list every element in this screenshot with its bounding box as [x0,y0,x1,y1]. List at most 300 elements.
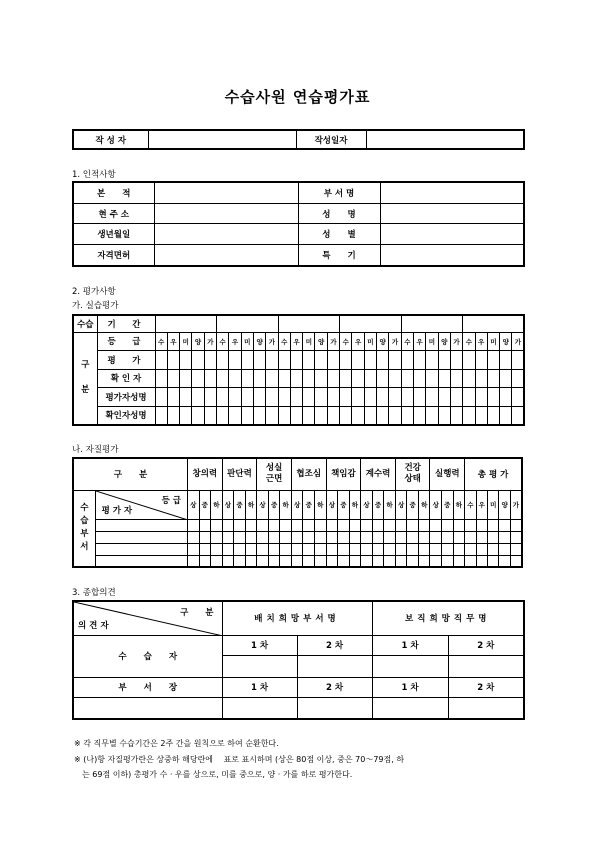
quality-cell[interactable] [407,555,419,567]
grade-header-cell: 미 [180,332,192,351]
practice-cell[interactable] [438,351,450,370]
quality-cell[interactable] [211,519,223,531]
quality-cell[interactable] [476,531,487,543]
quality-cell[interactable] [280,555,292,567]
practice-cell[interactable] [167,369,179,388]
quality-cell[interactable] [384,531,396,543]
practice-cell[interactable] [192,369,204,388]
practice-cell[interactable] [475,351,487,370]
practice-cell[interactable] [253,388,265,407]
field-domicile[interactable] [154,182,298,203]
practice-cell[interactable] [475,369,487,388]
practice-cell[interactable] [364,388,376,407]
quality-cell[interactable] [257,531,269,543]
practice-cell[interactable] [487,369,499,388]
practice-eval-heading: 가. 실습평가 [72,301,119,311]
grade-header-cell: 수 [401,332,413,351]
practice-cell[interactable] [266,388,278,407]
trainee-dept-second-field[interactable] [297,655,372,677]
practice-cell[interactable] [266,406,278,425]
quality-cell[interactable] [303,531,315,543]
quality-cell[interactable] [222,519,234,531]
practice-cell[interactable] [340,388,352,407]
quality-cell[interactable] [476,543,487,555]
practice-cell[interactable] [426,351,438,370]
grade-header-cell: 양 [438,332,450,351]
quality-cell[interactable] [199,531,211,543]
practice-cell[interactable] [377,369,389,388]
practice-cell[interactable] [303,369,315,388]
period-field[interactable] [278,315,340,332]
field-gender[interactable] [380,224,524,245]
practice-cell[interactable] [192,351,204,370]
practice-cell[interactable] [352,369,364,388]
practice-cell[interactable] [217,369,229,388]
practice-cell[interactable] [155,351,167,370]
quality-cell[interactable] [372,519,384,531]
practice-cell[interactable] [167,406,179,425]
practice-cell[interactable] [204,369,216,388]
dept-head-blank[interactable] [73,697,222,719]
practice-cell[interactable] [290,406,302,425]
quality-cell[interactable] [395,519,407,531]
quality-cell[interactable] [349,531,361,543]
quality-cell[interactable] [211,555,223,567]
practice-cell[interactable] [377,351,389,370]
practice-cell[interactable] [327,406,339,425]
field-department[interactable] [380,182,524,203]
trait-grade-cell: 상 [430,490,442,519]
quality-cell[interactable] [222,555,234,567]
practice-cell[interactable] [475,388,487,407]
practice-cell[interactable] [364,351,376,370]
practice-cell[interactable] [315,369,327,388]
head-pos-first: 1 차 [372,677,448,697]
quality-cell[interactable] [245,519,257,531]
practice-cell[interactable] [401,406,413,425]
practice-cell[interactable] [229,406,241,425]
practice-cell[interactable] [487,351,499,370]
practice-cell[interactable] [327,369,339,388]
grade-header-cell: 양 [500,332,512,351]
practice-cell[interactable] [327,351,339,370]
quality-cell[interactable] [234,519,246,531]
practice-cell[interactable] [450,388,462,407]
quality-cell[interactable] [280,531,292,543]
practice-cell[interactable] [204,406,216,425]
date-field[interactable] [366,130,524,149]
practice-cell[interactable] [266,369,278,388]
quality-cell[interactable] [442,519,454,531]
quality-cell[interactable] [407,543,419,555]
quality-cell[interactable] [291,555,303,567]
practice-cell[interactable] [155,388,167,407]
practice-cell[interactable] [340,369,352,388]
trainee-pos-second-field[interactable] [448,655,524,677]
quality-cell[interactable] [465,531,476,543]
quality-cell[interactable] [338,555,350,567]
head-dept-second-field[interactable] [297,697,372,719]
quality-cell[interactable] [499,543,510,555]
document-title: 수습사원 연습평가표 [224,88,371,106]
author-field[interactable] [148,130,296,149]
quality-cell[interactable] [257,555,269,567]
quality-cell[interactable] [199,543,211,555]
period-field[interactable] [401,315,463,332]
quality-cell[interactable] [384,519,396,531]
practice-cell[interactable] [401,351,413,370]
practice-cell[interactable] [340,351,352,370]
practice-cell[interactable] [217,388,229,407]
practice-cell[interactable] [167,351,179,370]
practice-cell[interactable] [364,406,376,425]
quality-cell[interactable] [326,555,338,567]
practice-cell[interactable] [192,388,204,407]
trait-grade-cell: 하 [211,490,223,519]
practice-cell[interactable] [327,388,339,407]
quality-cell[interactable] [188,543,200,555]
practice-cell[interactable] [364,369,376,388]
quality-cell[interactable] [245,555,257,567]
quality-cell[interactable] [257,543,269,555]
practice-cell[interactable] [463,406,475,425]
quality-cell[interactable] [338,531,350,543]
practice-cell[interactable] [426,406,438,425]
quality-cell[interactable] [510,531,522,543]
practice-cell[interactable] [241,369,253,388]
quality-cell[interactable] [257,519,269,531]
quality-cell[interactable] [488,519,499,531]
practice-cell[interactable] [500,388,512,407]
practice-cell[interactable] [217,351,229,370]
quality-cell[interactable] [361,519,373,531]
practice-cell[interactable] [500,351,512,370]
side-char: 부 [80,529,89,540]
practice-cell[interactable] [487,406,499,425]
quality-cell[interactable] [407,531,419,543]
practice-cell[interactable] [315,351,327,370]
trait-grade-cell: 상 [395,490,407,519]
practice-cell[interactable] [180,369,192,388]
practice-cell[interactable] [278,351,290,370]
quality-cell[interactable] [488,555,499,567]
field-license[interactable] [154,245,298,266]
quality-cell[interactable] [476,555,487,567]
practice-cell[interactable] [167,388,179,407]
practice-cell[interactable] [463,388,475,407]
category-side-label [73,332,97,425]
practice-cell[interactable] [438,406,450,425]
practice-cell[interactable] [180,388,192,407]
opinion-corner [73,601,222,635]
quality-cell[interactable] [268,555,280,567]
practice-cell[interactable] [450,369,462,388]
quality-cell[interactable] [499,531,510,543]
quality-cell[interactable] [222,531,234,543]
practice-cell[interactable] [315,388,327,407]
grade-header-cell: 우 [167,332,179,351]
quality-cell[interactable] [199,555,211,567]
practice-cell[interactable] [389,351,401,370]
quality-cell[interactable] [372,555,384,567]
practice-cell[interactable] [229,351,241,370]
period-field[interactable] [340,315,402,332]
practice-row-label: 평 가 [97,351,155,370]
practice-cell[interactable] [180,406,192,425]
quality-cell[interactable] [280,519,292,531]
practice-cell[interactable] [241,388,253,407]
quality-cell[interactable] [372,543,384,555]
practice-cell[interactable] [303,388,315,407]
quality-cell[interactable] [188,531,200,543]
practice-cell[interactable] [229,388,241,407]
quality-cell[interactable] [326,543,338,555]
practice-cell[interactable] [217,406,229,425]
practice-cell[interactable] [315,406,327,425]
quality-cell[interactable] [499,555,510,567]
quality-cell[interactable] [361,531,373,543]
practice-cell[interactable] [155,406,167,425]
practice-cell[interactable] [278,388,290,407]
practice-cell[interactable] [253,406,265,425]
quality-cell[interactable] [245,531,257,543]
quality-cell[interactable] [442,543,454,555]
trait-grade-cell: 중 [407,490,419,519]
practice-cell[interactable] [352,406,364,425]
grade-header-cell: 가 [389,332,401,351]
practice-cell[interactable] [500,369,512,388]
practice-cell[interactable] [450,406,462,425]
practice-cell[interactable] [413,369,425,388]
grade-header-cell: 수 [278,332,290,351]
quality-cell[interactable] [315,555,327,567]
quality-cell[interactable] [291,543,303,555]
quality-cell[interactable] [315,543,327,555]
quality-cell[interactable] [395,543,407,555]
practice-cell[interactable] [389,406,401,425]
quality-cell[interactable] [453,543,465,555]
quality-cell[interactable] [199,519,211,531]
period-field[interactable] [155,315,217,332]
quality-cell[interactable] [315,519,327,531]
period-field[interactable] [217,315,279,332]
quality-cell[interactable] [315,531,327,543]
quality-cell[interactable] [268,531,280,543]
trait-grade-cell: 상 [291,490,303,519]
trainee-pos-first-field[interactable] [372,655,448,677]
practice-cell[interactable] [290,369,302,388]
quality-cell[interactable] [465,519,476,531]
quality-cell[interactable] [338,519,350,531]
field-address[interactable] [154,203,298,224]
quality-cell[interactable] [488,531,499,543]
grade-header-cell: 우 [229,332,241,351]
trait-grade-cell: 하 [245,490,257,519]
practice-cell[interactable] [253,369,265,388]
quality-cell[interactable] [303,555,315,567]
quality-cell[interactable] [488,543,499,555]
practice-cell[interactable] [290,351,302,370]
trait-header: 협조심 [291,458,326,490]
practice-cell[interactable] [463,351,475,370]
practice-cell[interactable] [512,369,524,388]
quality-cell[interactable] [361,555,373,567]
quality-cell[interactable] [349,543,361,555]
practice-cell[interactable] [389,388,401,407]
practice-cell[interactable] [500,406,512,425]
quality-cell[interactable] [280,543,292,555]
quality-cell[interactable] [499,519,510,531]
practice-cell[interactable] [377,406,389,425]
quality-cell[interactable] [442,555,454,567]
quality-cell[interactable] [361,543,373,555]
practice-cell[interactable] [426,369,438,388]
practice-cell[interactable] [512,388,524,407]
quality-cell[interactable] [188,519,200,531]
quality-cell[interactable] [338,543,350,555]
practice-cell[interactable] [377,388,389,407]
practice-cell[interactable] [413,406,425,425]
practice-cell[interactable] [278,369,290,388]
field-birthdate[interactable] [154,224,298,245]
grade-header-cell: 우 [352,332,364,351]
practice-cell[interactable] [413,351,425,370]
practice-cell[interactable] [426,388,438,407]
evaluator-name-field[interactable] [95,519,187,531]
quality-cell[interactable] [510,543,522,555]
quality-cell[interactable] [407,519,419,531]
quality-cell[interactable] [211,543,223,555]
quality-cell[interactable] [465,543,476,555]
practice-cell[interactable] [401,388,413,407]
practice-cell[interactable] [475,406,487,425]
grade-header-cell: 미 [364,332,376,351]
quality-cell[interactable] [303,543,315,555]
quality-cell[interactable] [418,555,430,567]
practice-cell[interactable] [438,369,450,388]
practice-cell[interactable] [180,351,192,370]
evaluator-name-field[interactable] [95,555,187,567]
quality-cell[interactable] [222,543,234,555]
grade-header-cell: 가 [450,332,462,351]
evaluator-name-field[interactable] [95,531,187,543]
trait-header: 건강 상태 [395,458,430,490]
practice-cell[interactable] [487,388,499,407]
trait-grade-cell: 하 [349,490,361,519]
evaluator-name-field[interactable] [95,543,187,555]
practice-cell[interactable] [278,406,290,425]
practice-cell[interactable] [512,351,524,370]
quality-cell[interactable] [268,543,280,555]
quality-cell[interactable] [234,555,246,567]
practice-cell[interactable] [352,388,364,407]
practice-cell[interactable] [303,351,315,370]
practice-cell[interactable] [253,351,265,370]
trainee-pos-first: 1 차 [372,635,448,655]
grade-header-cell: 양 [377,332,389,351]
practice-cell[interactable] [450,351,462,370]
quality-cell[interactable] [384,555,396,567]
quality-cell[interactable] [291,519,303,531]
quality-cell[interactable] [453,519,465,531]
quality-cell[interactable] [430,519,442,531]
quality-cell[interactable] [303,519,315,531]
quality-cell[interactable] [418,519,430,531]
practice-cell[interactable] [438,388,450,407]
head-pos-second-field[interactable] [448,697,524,719]
practice-cell[interactable] [204,351,216,370]
quality-cell[interactable] [453,555,465,567]
quality-cell[interactable] [326,519,338,531]
total-eval-header: 총 평 가 [465,458,522,490]
practice-cell[interactable] [155,369,167,388]
practice-cell[interactable] [290,388,302,407]
quality-cell[interactable] [349,519,361,531]
quality-cell[interactable] [326,531,338,543]
quality-cell[interactable] [510,555,522,567]
quality-cell[interactable] [453,531,465,543]
quality-cell[interactable] [384,543,396,555]
quality-cell[interactable] [418,543,430,555]
practice-cell[interactable] [401,369,413,388]
practice-cell[interactable] [352,351,364,370]
grade-header-cell: 우 [413,332,425,351]
quality-cell[interactable] [476,519,487,531]
quality-cell[interactable] [430,543,442,555]
practice-cell[interactable] [241,351,253,370]
head-pos-first-field[interactable] [372,697,448,719]
quality-cell[interactable] [442,531,454,543]
quality-cell[interactable] [510,519,522,531]
trainee-dept-first-field[interactable] [222,655,297,677]
practice-cell[interactable] [303,406,315,425]
quality-cell[interactable] [395,555,407,567]
quality-cell[interactable] [395,531,407,543]
quality-cell[interactable] [245,543,257,555]
practice-cell[interactable] [204,388,216,407]
practice-cell[interactable] [241,406,253,425]
quality-cell[interactable] [188,555,200,567]
trait-grade-cell: 상 [222,490,234,519]
practice-cell[interactable] [463,369,475,388]
field-specialty[interactable] [380,245,524,266]
practice-cell[interactable] [192,406,204,425]
quality-cell[interactable] [430,531,442,543]
practice-cell[interactable] [229,369,241,388]
quality-cell[interactable] [465,555,476,567]
quality-cell[interactable] [372,531,384,543]
practice-cell[interactable] [413,388,425,407]
practice-cell[interactable] [389,369,401,388]
quality-cell[interactable] [234,543,246,555]
quality-cell[interactable] [430,555,442,567]
practice-cell[interactable] [340,406,352,425]
quality-cell[interactable] [234,531,246,543]
grade-header-cell: 미 [487,332,499,351]
trait-grade-cell: 중 [199,490,211,519]
field-name[interactable] [380,203,524,224]
period-field[interactable] [463,315,525,332]
quality-cell[interactable] [418,531,430,543]
practice-cell[interactable] [266,351,278,370]
quality-cell[interactable] [211,531,223,543]
quality-cell[interactable] [349,555,361,567]
practice-cell[interactable] [512,406,524,425]
head-dept-first-field[interactable] [222,697,297,719]
quality-cell[interactable] [291,531,303,543]
note-1: ※ 각 직무별 수습기간은 2주 간을 원칙으로 하여 순환한다. [74,739,279,748]
quality-cell[interactable] [268,519,280,531]
